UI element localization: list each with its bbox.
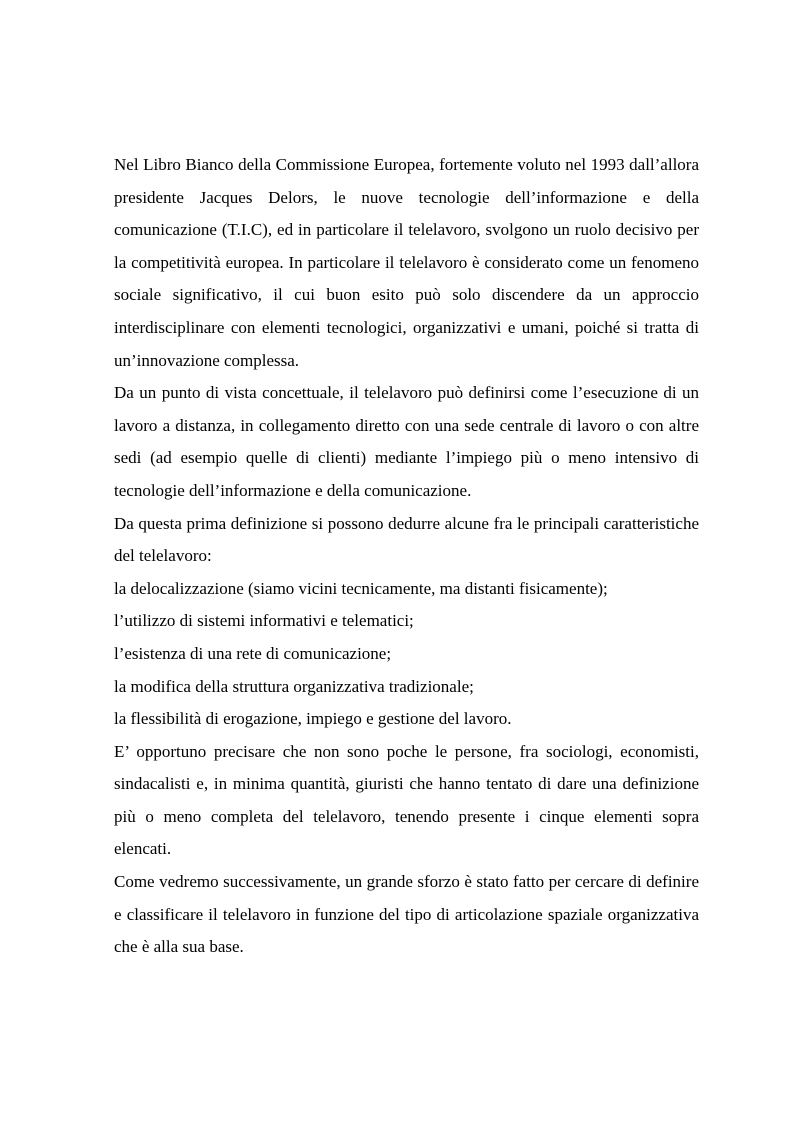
paragraph-definizione-concettuale: Da un punto di vista concettuale, il telelavoro può definirsi come l’esecuzione di un lavoro a distanza, in collegamento diretto con una sede centrale di lavoro o con altre sedi (ad esempio quelle di clienti) mediante l’impiego più o meno intensivo di tecnologie dell’informazione e della comunicazione. [114,383,699,500]
document-body [114,149,699,964]
paragraph-classificazione: Come vedremo successivamente, un grande sforzo è stato fatto per cercare di definire e classificare il telelavoro in funzione del tipo di articolazione spaziale organizzativa che è alla sua base. [114,872,699,957]
list-item: la flessibilità di erogazione, impiego e gestione del lavoro. [114,709,512,729]
list-item: l’esistenza di una rete di comunicazione; [114,643,392,663]
paragraph-libro-bianco: Nel Libro Bianco della Commissione Europea, fortemente voluto nel 1993 dall’allora presidente Jacques Delors, le nuove tecnologie dell’informazione e della comunicazione (T.I.C), ed in particolare il telelavoro, svolgono un ruolo decisivo per la competitività europea. In particolare il telelavoro è considerato come un fenomeno sociale significativo, il cui buon esito può solo discendere da un approccio interdisciplinare con elementi tecnologici, organizzativi e umani, poiché si tratta di un’innovazione complessa. [114,155,699,370]
list-item: la delocalizzazione (siamo vicini tecnicamente, ma distanti fisicamente); [114,578,608,598]
characteristics-list [114,573,699,736]
list-item: l’utilizzo di sistemi informativi e telematici; [114,611,414,631]
paragraph-precisazione: E’ opportuno precisare che non sono poche le persone, fra sociologi, economisti, sindacalisti e, in minima quantità, giuristi che hanno tentato di dare una definizione più o meno completa del telelavoro, tenendo presente i cinque elementi sopra elencati. [114,741,699,859]
paragraph-caratteristiche-intro: Da questa prima definizione si possono dedurre alcune fra le principali caratteristiche del telelavoro: [114,513,699,566]
list-item: la modifica della struttura organizzativa tradizionale; [114,676,474,696]
